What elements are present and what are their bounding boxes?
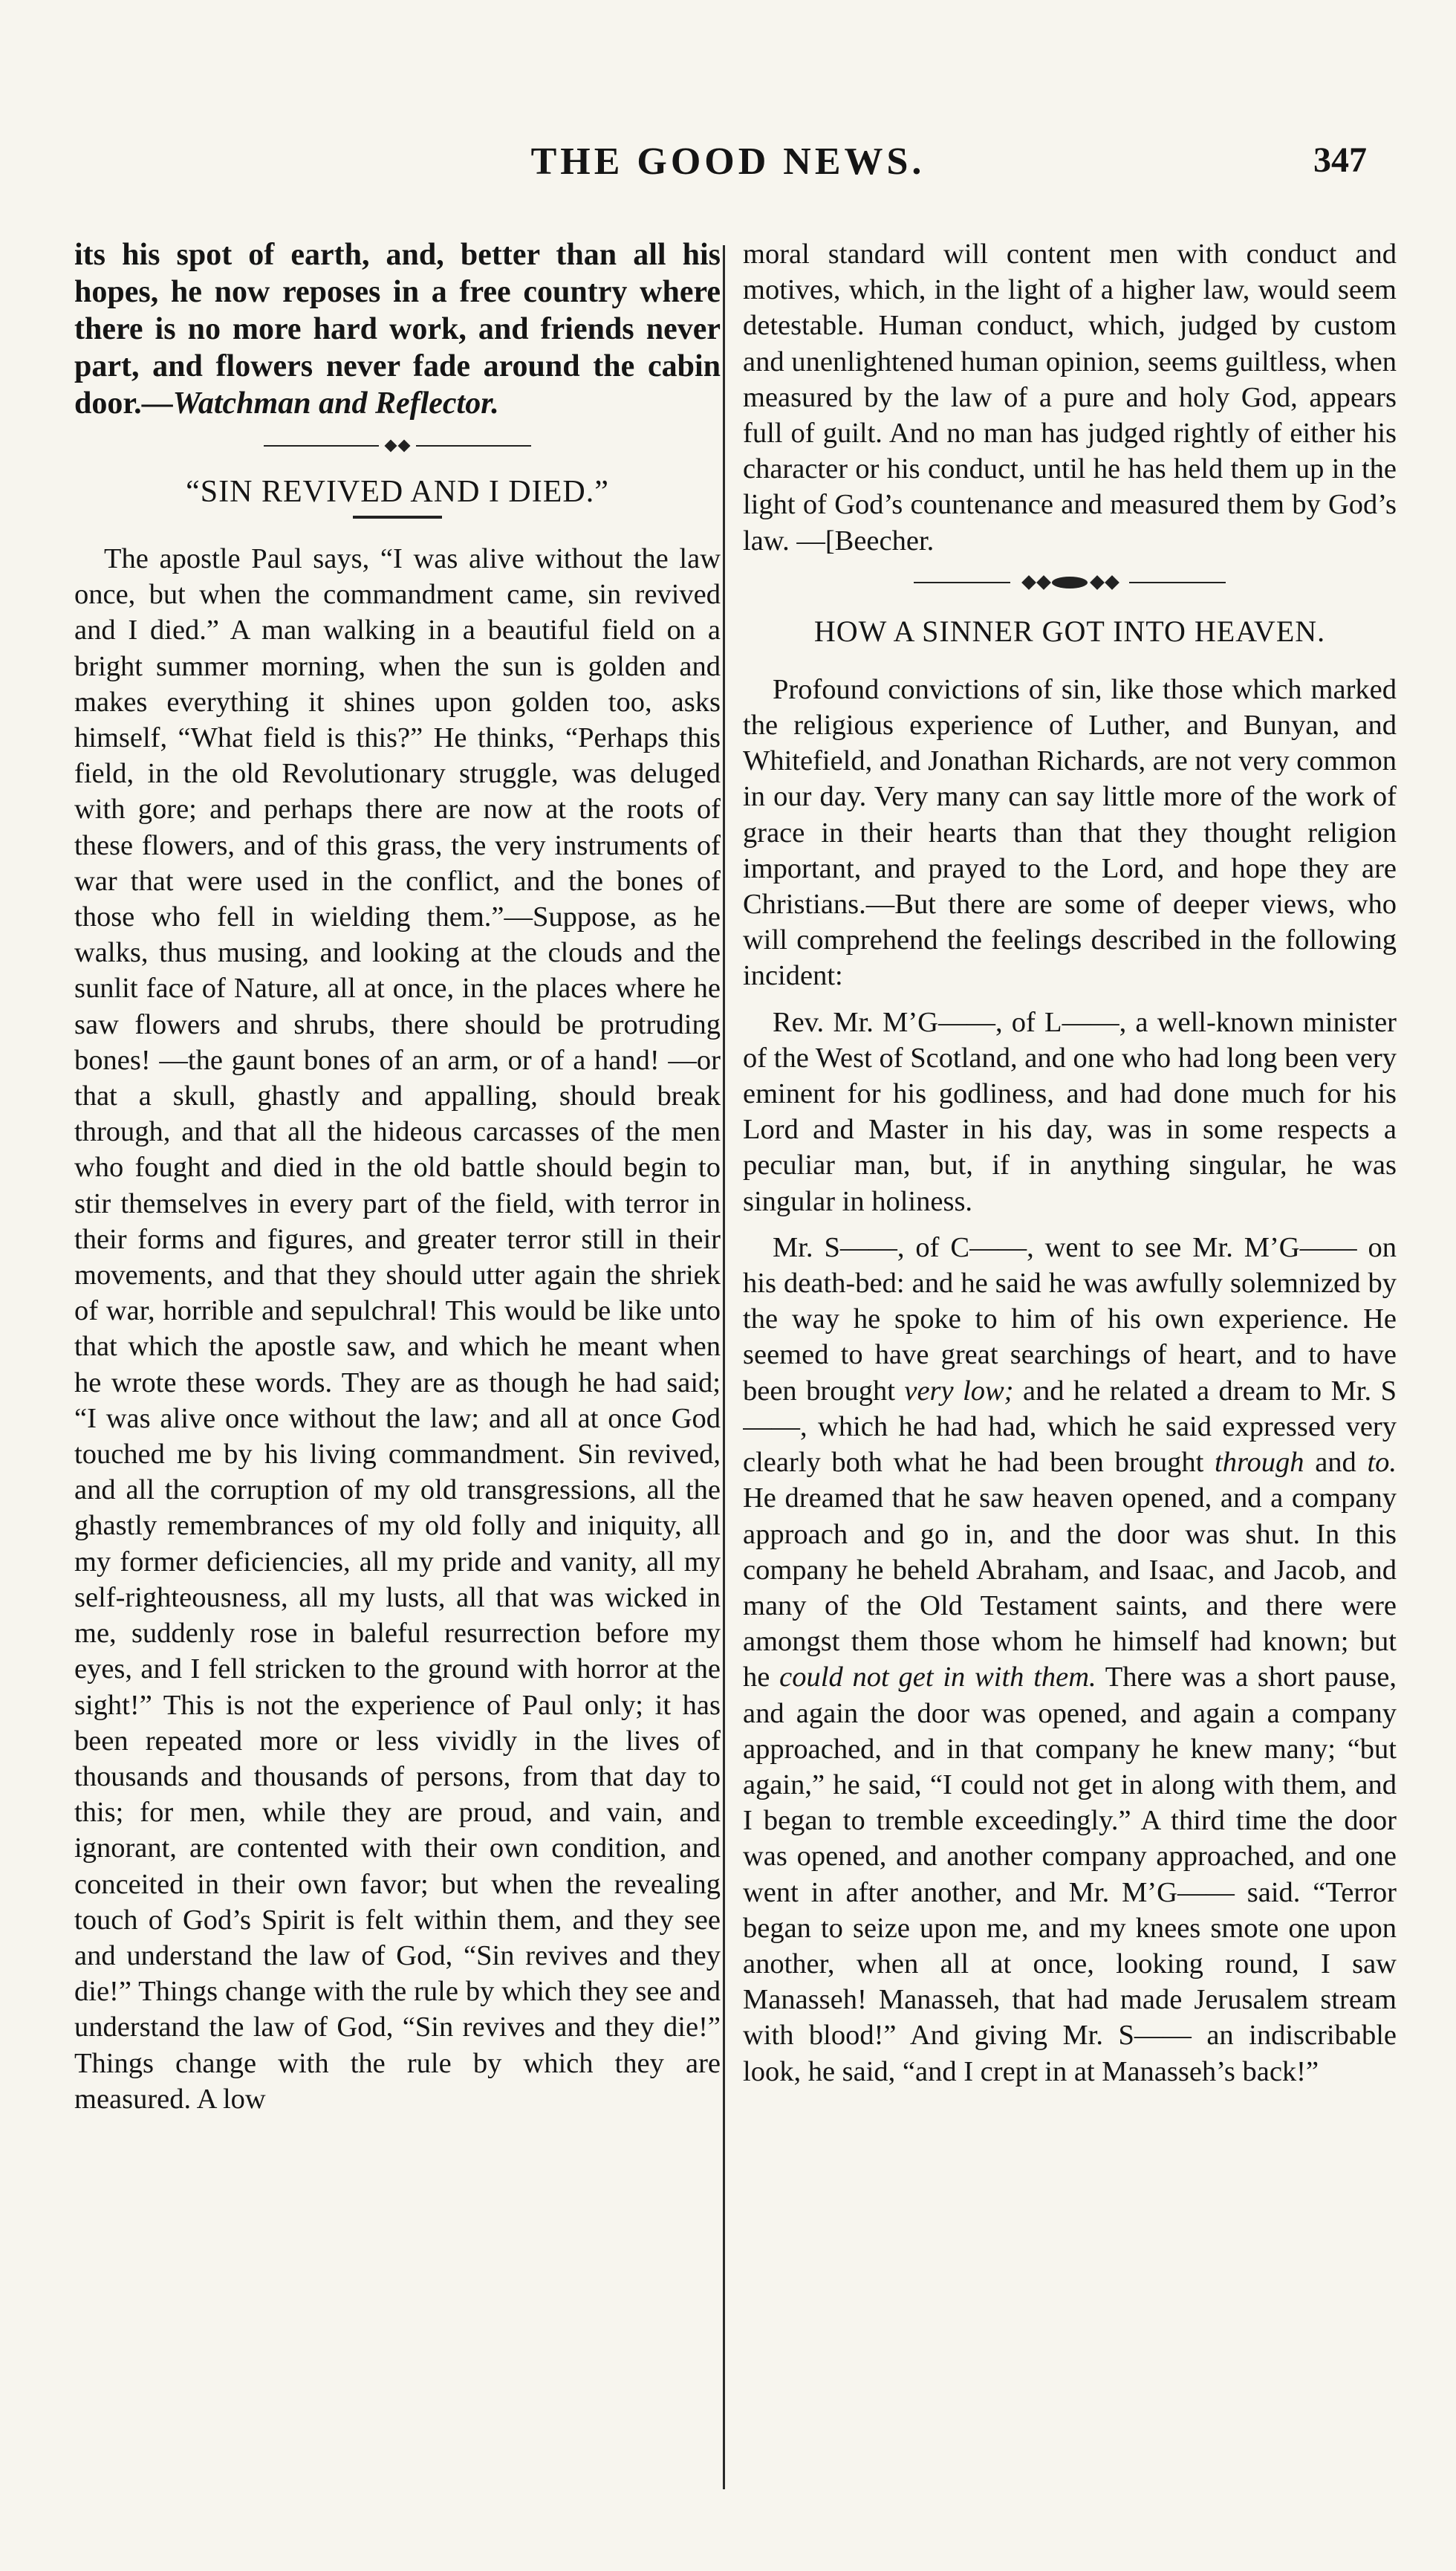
dream-text-d: He dreamed that he saw heaven opened, and a company approach and go in, and the door was shut. In this company he beheld Abraham, and Isaac, and Jacob, and many of the Old Testament saints, and there were amongst them those whom he himself had known; but he: [743, 1482, 1397, 1693]
emphasis-through: through: [1215, 1447, 1304, 1479]
column-divider: [723, 245, 725, 2489]
dream-text-e: There was a short pause, and again the door was opened, and again a company approached, and in that company he knew many; “but again,” he said, “I could not get in along with them, and I began to tremble exceedingly.” A third time the door was opened, and another company approached, and one went in after another, and Mr. M’G—— said. “Terror began to seize upon me, and my knees smote one upon another, when all at once, looking round, I saw Manasseh! Manasseh, that had made Jerusalem stream with blood!” And giving Mr. S—— an indiscribable look, he said, “and I crept in at Manasseh’s back!”: [743, 1661, 1397, 2087]
title-underline: [353, 516, 442, 519]
article-title-sinner-heaven: HOW A SINNER GOT INTO HEAVEN.: [813, 614, 1326, 648]
continuation-paragraph: moral standard will content men with conduct and motives, which, in the light of a higher law, would seem detestable. Human conduct, which, judged by custom and unenlightened human opinion, seems guiltless, when measured by the law of a pure and holy God, appears full of guilt. And no man has judged rightly of either his character or his conduct, until he has held them up in the light of God’s countenance and measured them by God’s law. —[Beecher.: [743, 239, 1397, 557]
dream-text-a: Mr. S——, of C——, went to see Mr. M’G—— on his death-bed: and he said he was awfully solemnized by the way he spoke to him of his own experience. He seemed to have great searchings of heart, and to have been brought: [743, 1231, 1397, 1407]
paragraph-rev-mr: Rev. Mr. M’G——, of L——, a well-known minister of the West of Scotland, and one who had long been very eminent for his godliness, and had done much for his Lord and Master in his day, was in some respects a peculiar man, but, if in anything singular, he was singular in holiness.: [743, 1006, 1397, 1217]
left-column: [74, 236, 721, 2525]
page-title: THE GOOD NEWS.: [530, 140, 926, 183]
emphasis-to: to.: [1367, 1447, 1397, 1479]
intro-text: its his spot of earth, and, better than all his hopes, he now reposes in a free country where there is no more hard work, and friends never part, and flowers never fade around the cabin door.—: [74, 238, 721, 421]
dream-text-c: and: [1315, 1447, 1356, 1479]
emphasis-could-not-get-in: could not get in with them.: [779, 1661, 1096, 1693]
intro-credit: Watchman and Reflector.: [172, 386, 499, 421]
ornamental-divider-2: [914, 572, 1226, 593]
article-title-sin-revived: “SIN REVIVED AND I DIED.”: [186, 475, 609, 509]
dream-text-b: and he related a dream to Mr. S——, which he had had, which he said expressed very clearly both what he had been brought: [743, 1375, 1397, 1479]
right-column: [743, 236, 1397, 2525]
article-body: The apostle Paul says, “I was alive without the law once, but when the commandment came, sin revived and I died.” A man walking in a beautiful field on a bright summer morning, when the sun is golden and makes everything it shines upon golden too, asks himself, “What field is this?” He thinks, “Perhaps this field, in the old Revolutionary struggle, was deluged with gore; and perhaps there are now at the roots of these flowers, and of this grass, the very instruments of war that were used in the conflict, and the bones of those who fell in wielding them.”—Suppose, as he walks, thus musing, and looking at the clouds and the sunlit face of Nature, all at once, in the places where he saw flowers and shrubs, there should be protruding bones! —the gaunt bones of an arm, or of a hand! —or that a skull, ghastly and appalling, should break through, and that all the hideous carcasses of the men who fought and died in the old battle should begin to stir themselves in every part of the field, with terror in their forms and figures, and greater terror still in their movements, and that they should utter again the shriek of war, horrible and sepulchral! This would be like unto that which the apostle saw, and which he meant when he wrote these words. They are as though he had said; “I was alive once without the law; and all at once God touched me by his living commandment. Sin revived, and all the corruption of my old transgressions, all the ghastly remembrances of my old folly and iniquity, all my former deficiencies, all my pride and vanity, all my self-righteousness, all my lusts, all that was wicked in me, suddenly rose in baleful resurrection before my eyes, and I fell stricken to the ground with horror at the sight!” This is not the experience of Paul only; it has been repeated more or less vividly in the lives of thousands and thousands of persons, from that day to this; for men, while they are proud, and vain, and ignorant, are contented with their own condition, and conceited in their own favor; but when the revealing touch of God’s Spirit is felt within them, and they see and understand the law of God, “Sin revives and they die!” Things change with the rule by which they see and understand the law of God, “Sin revives and they die!” Things change with the rule by which they are measured. A low: [74, 543, 721, 2115]
running-head: [89, 140, 1367, 184]
page-number: 347: [1313, 140, 1367, 180]
ornamental-divider: [264, 437, 531, 455]
emphasis-very-low: very low;: [904, 1375, 1014, 1407]
intro-paragraph: [74, 236, 721, 422]
paragraph-dream: [743, 1230, 1397, 2089]
paragraph-profound: Profound convictions of sin, like those which marked the religious experience of Luther, and Bunyan, and Whitefield, and Jonathan Richards, are not very common in our day. Very many can say little more of the work of grace in their hearts than that they thought religion important, and prayed to the Lord, and hope they are Christians.—But there are some of deeper views, who will comprehend the feelings described in the following incident:: [743, 673, 1397, 992]
